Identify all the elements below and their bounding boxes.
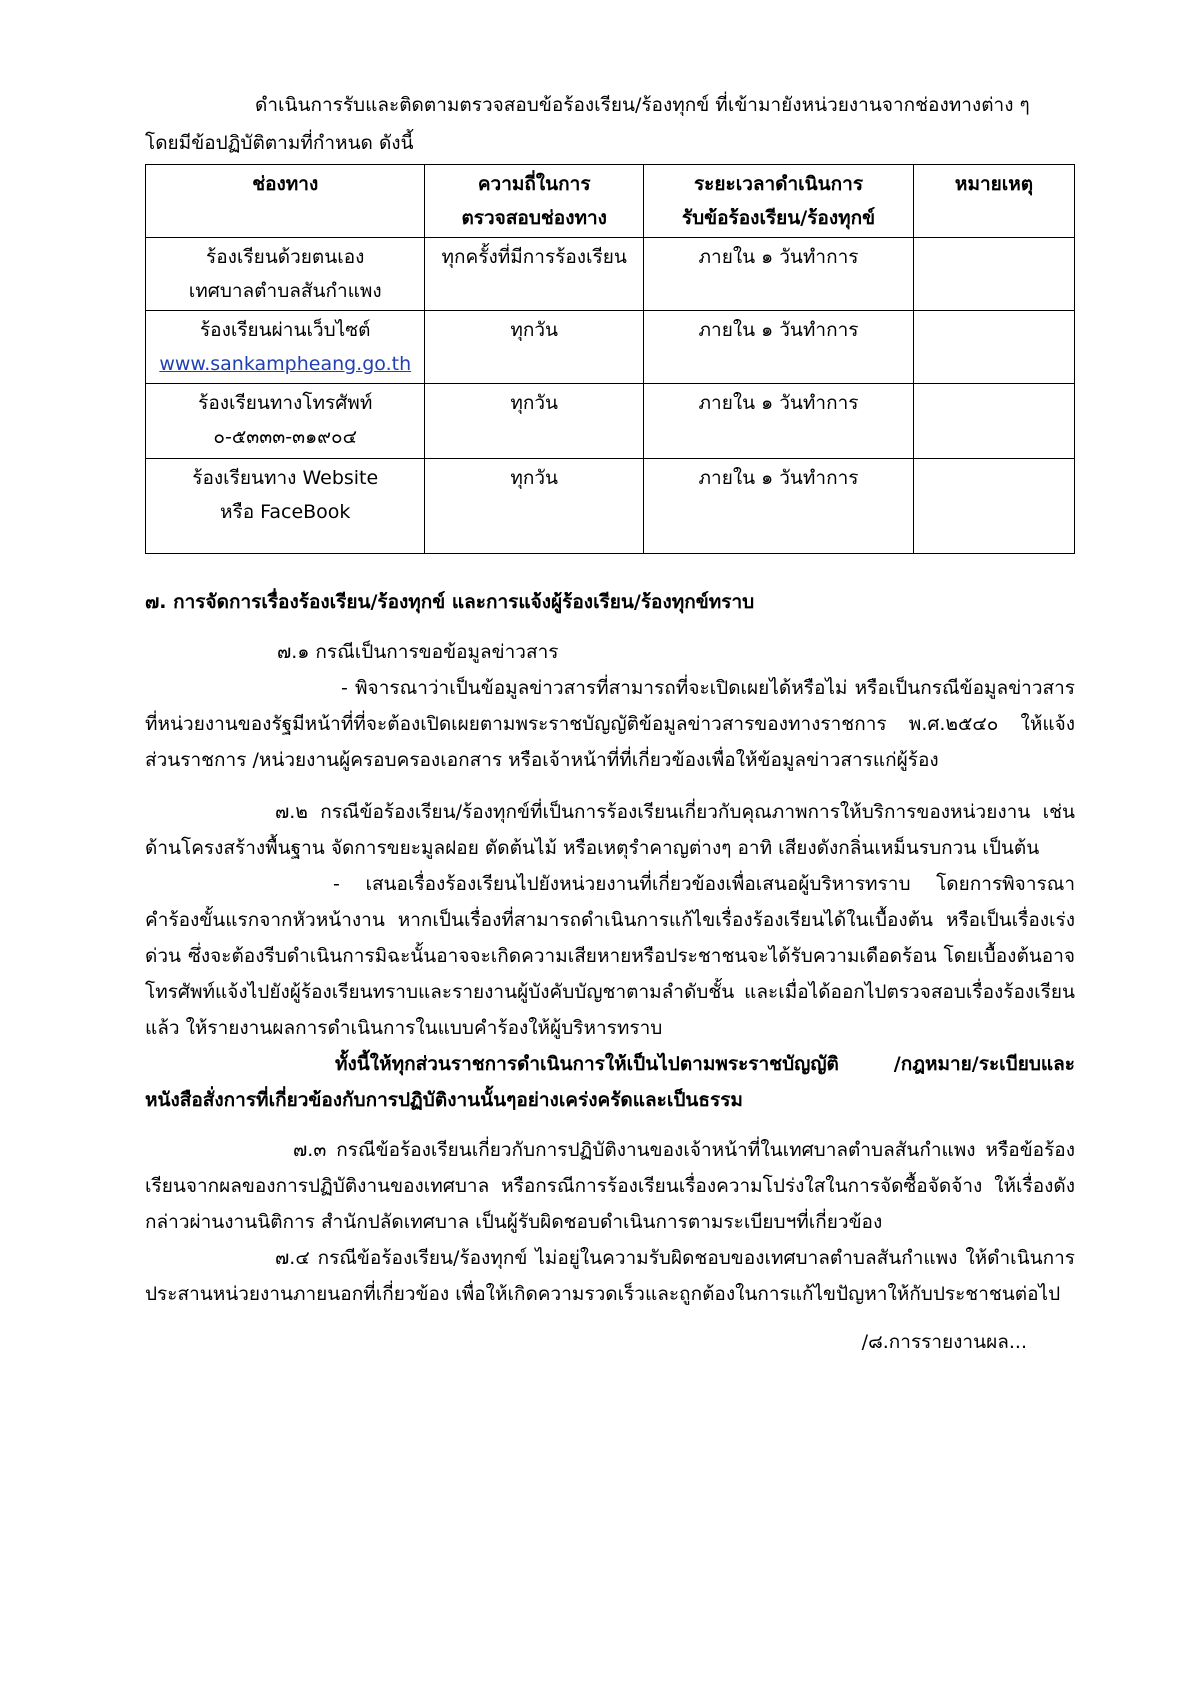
table-row: [146, 238, 1075, 311]
cell-channel: ร้องเรียนทางโทรศัพท์ ๐-๕๓๓๓-๓๑๙๐๔: [146, 384, 425, 459]
cell-duration: ภายใน ๑ วันทำการ: [643, 459, 913, 554]
cell-duration: ภายใน ๑ วันทำการ: [643, 384, 913, 459]
complaint-channels-table: [145, 164, 1075, 554]
table-row: [146, 459, 1075, 554]
cell-channel: ร้องเรียนด้วยตนเอง เทศบาลตำบลสันกำแพง: [146, 238, 425, 311]
table-header-row: [146, 165, 1075, 238]
section-7-3-body: ๗.๓ กรณีข้อร้องเรียนเกี่ยวกับการปฏิบัติงานของเจ้าหน้าที่ในเทศบาลตำบลสันกำแพง หรือข้อร้องเรียนจากผลของการปฏิบัติงานของเทศบาล หรือกรณีการร้องเรียนเรื่องความโปร่งใสในการจัดซื้อจัดจ้าง ให้เรื่องดังกล่าวผ่านงานนิติการ สำนักปลัดเทศบาล เป็นผู้รับผิดชอบดำเนินการตามระเบียบฯที่เกี่ยวข้อง: [145, 1139, 1075, 1233]
header-channel: ช่องทาง: [146, 165, 425, 238]
header-duration: ระยะเวลาดำเนินการ รับข้อร้องเรียน/ร้องทุกข์: [643, 165, 913, 238]
section-7-1-title: ๗.๑ กรณีเป็นการขอข้อมูลข่าวสาร: [277, 641, 559, 663]
cell-channel: ร้องเรียนผ่านเว็บไซต์ www.sankampheang.go.th: [146, 311, 425, 384]
section-7-2-body: ๗.๒ กรณีข้อร้องเรียน/ร้องทุกข์ที่เป็นการร้องเรียนเกี่ยวกับคุณภาพการให้บริการของหน่วยงาน เช่น ด้านโครงสร้างพื้นฐาน จัดการขยะมูลฝอย ตัดต้นไม้ หรือเหตุรำคาญต่างๆ อาทิ เสียงดังกลิ่นเหม็นรบกวน เป็นต้น: [145, 801, 1075, 859]
next-page-indicator: /๘.การรายงานผล...: [861, 1331, 1027, 1353]
intro-line-1: ดำเนินการรับและติดตามตรวจสอบข้อร้องเรียน/ร้องทุกข์ ที่เข้ามายังหน่วยงานจากช่องทางต่าง ๆ: [255, 94, 1030, 116]
section-7-1-body: - พิจารณาว่าเป็นข้อมูลข่าวสารที่สามารถที่จะเปิดเผยได้หรือไม่ หรือเป็นกรณีข้อมูลข่าวสารที่หน่วยงานของรัฐมีหน้าที่ที่จะต้องเปิดเผยตามพระราชบัญญัติข้อมูลข่าวสารของทางราชการ พ.ศ.๒๕๔๐ ให้แจ้งส่วนราชการ /หน่วยงานผู้ครอบครองเอกสาร หรือเจ้าหน้าที่ที่เกี่ยวข้องเพื่อให้ข้อมูลข่าวสารแก่ผู้ร้อง: [145, 677, 1075, 771]
header-remark: หมายเหตุ: [914, 165, 1075, 238]
section-7-heading: ๗. การจัดการเรื่องร้องเรียน/ร้องทุกข์ และการแจ้งผู้ร้องเรียน/ร้องทุกข์ทราบ: [145, 591, 755, 613]
cell-frequency: ทุกวัน: [425, 311, 644, 384]
cell-frequency: ทุกวัน: [425, 459, 644, 554]
header-frequency: ความถี่ในการ ตรวจสอบช่องทาง: [425, 165, 644, 238]
cell-frequency: ทุกวัน: [425, 384, 644, 459]
cell-remark: [914, 311, 1075, 384]
cell-frequency: ทุกครั้งที่มีการร้องเรียน: [425, 238, 644, 311]
document-page: [145, 86, 1075, 1360]
section-7-2-dash: - เสนอเรื่องร้องเรียนไปยังหน่วยงานที่เกี่ยวข้องเพื่อเสนอผู้บริหารทราบ โดยการพิจารณาคำร้องขั้นแรกจากหัวหน้างาน หากเป็นเรื่องที่สามารถดำเนินการแก้ไขเรื่องร้องเรียนได้ในเบื้องต้น หรือเป็นเรื่องเร่งด่วน ซึ่งจะต้องรีบดำเนินการมิฉะนั้นอาจจะเกิดความเสียหายหรือประชาชนจะได้รับความเดือดร้อน โดยเบื้องต้นอาจโทรศัพท์แจ้งไปยังผู้ร้องเรียนทราบและรายงานผู้บังคับบัญชาตามลำดับชั้น และเมื่อได้ออกไปตรวจสอบเรื่องร้องเรียนแล้ว ให้รายงานผลการดำเนินการในแบบคำร้องให้ผู้บริหารทราบ: [145, 873, 1075, 1039]
cell-remark: [914, 459, 1075, 554]
table-row: [146, 311, 1075, 384]
section-7-4-body: ๗.๔ กรณีข้อร้องเรียน/ร้องทุกข์ ไม่อยู่ในความรับผิดชอบของเทศบาลตำบลสันกำแพง ให้ดำเนินการประสานหน่วยงานภายนอกที่เกี่ยวข้อง เพื่อให้เกิดความรวดเร็วและถูกต้องในการแก้ไขปัญหาให้กับประชาชนต่อไป: [145, 1247, 1075, 1305]
table-row: [146, 384, 1075, 459]
cell-channel: ร้องเรียนทาง Website หรือ FaceBook: [146, 459, 425, 554]
intro-line-2: โดยมีข้อปฏิบัติตามที่กำหนด ดังนี้: [145, 132, 414, 154]
section-7-note: ทั้งนี้ให้ทุกส่วนราชการดำเนินการให้เป็นไปตามพระราชบัญญัติ /กฎหมาย/ระเบียบและหนังสือสั่งการที่เกี่ยวข้องกับการปฏิบัติงานนั้นๆอย่างเคร่งครัดและเป็นธรรม: [145, 1053, 1075, 1111]
cell-remark: [914, 384, 1075, 459]
website-link[interactable]: www.sankampheang.go.th: [159, 353, 412, 375]
cell-remark: [914, 238, 1075, 311]
cell-duration: ภายใน ๑ วันทำการ: [643, 311, 913, 384]
cell-duration: ภายใน ๑ วันทำการ: [643, 238, 913, 311]
